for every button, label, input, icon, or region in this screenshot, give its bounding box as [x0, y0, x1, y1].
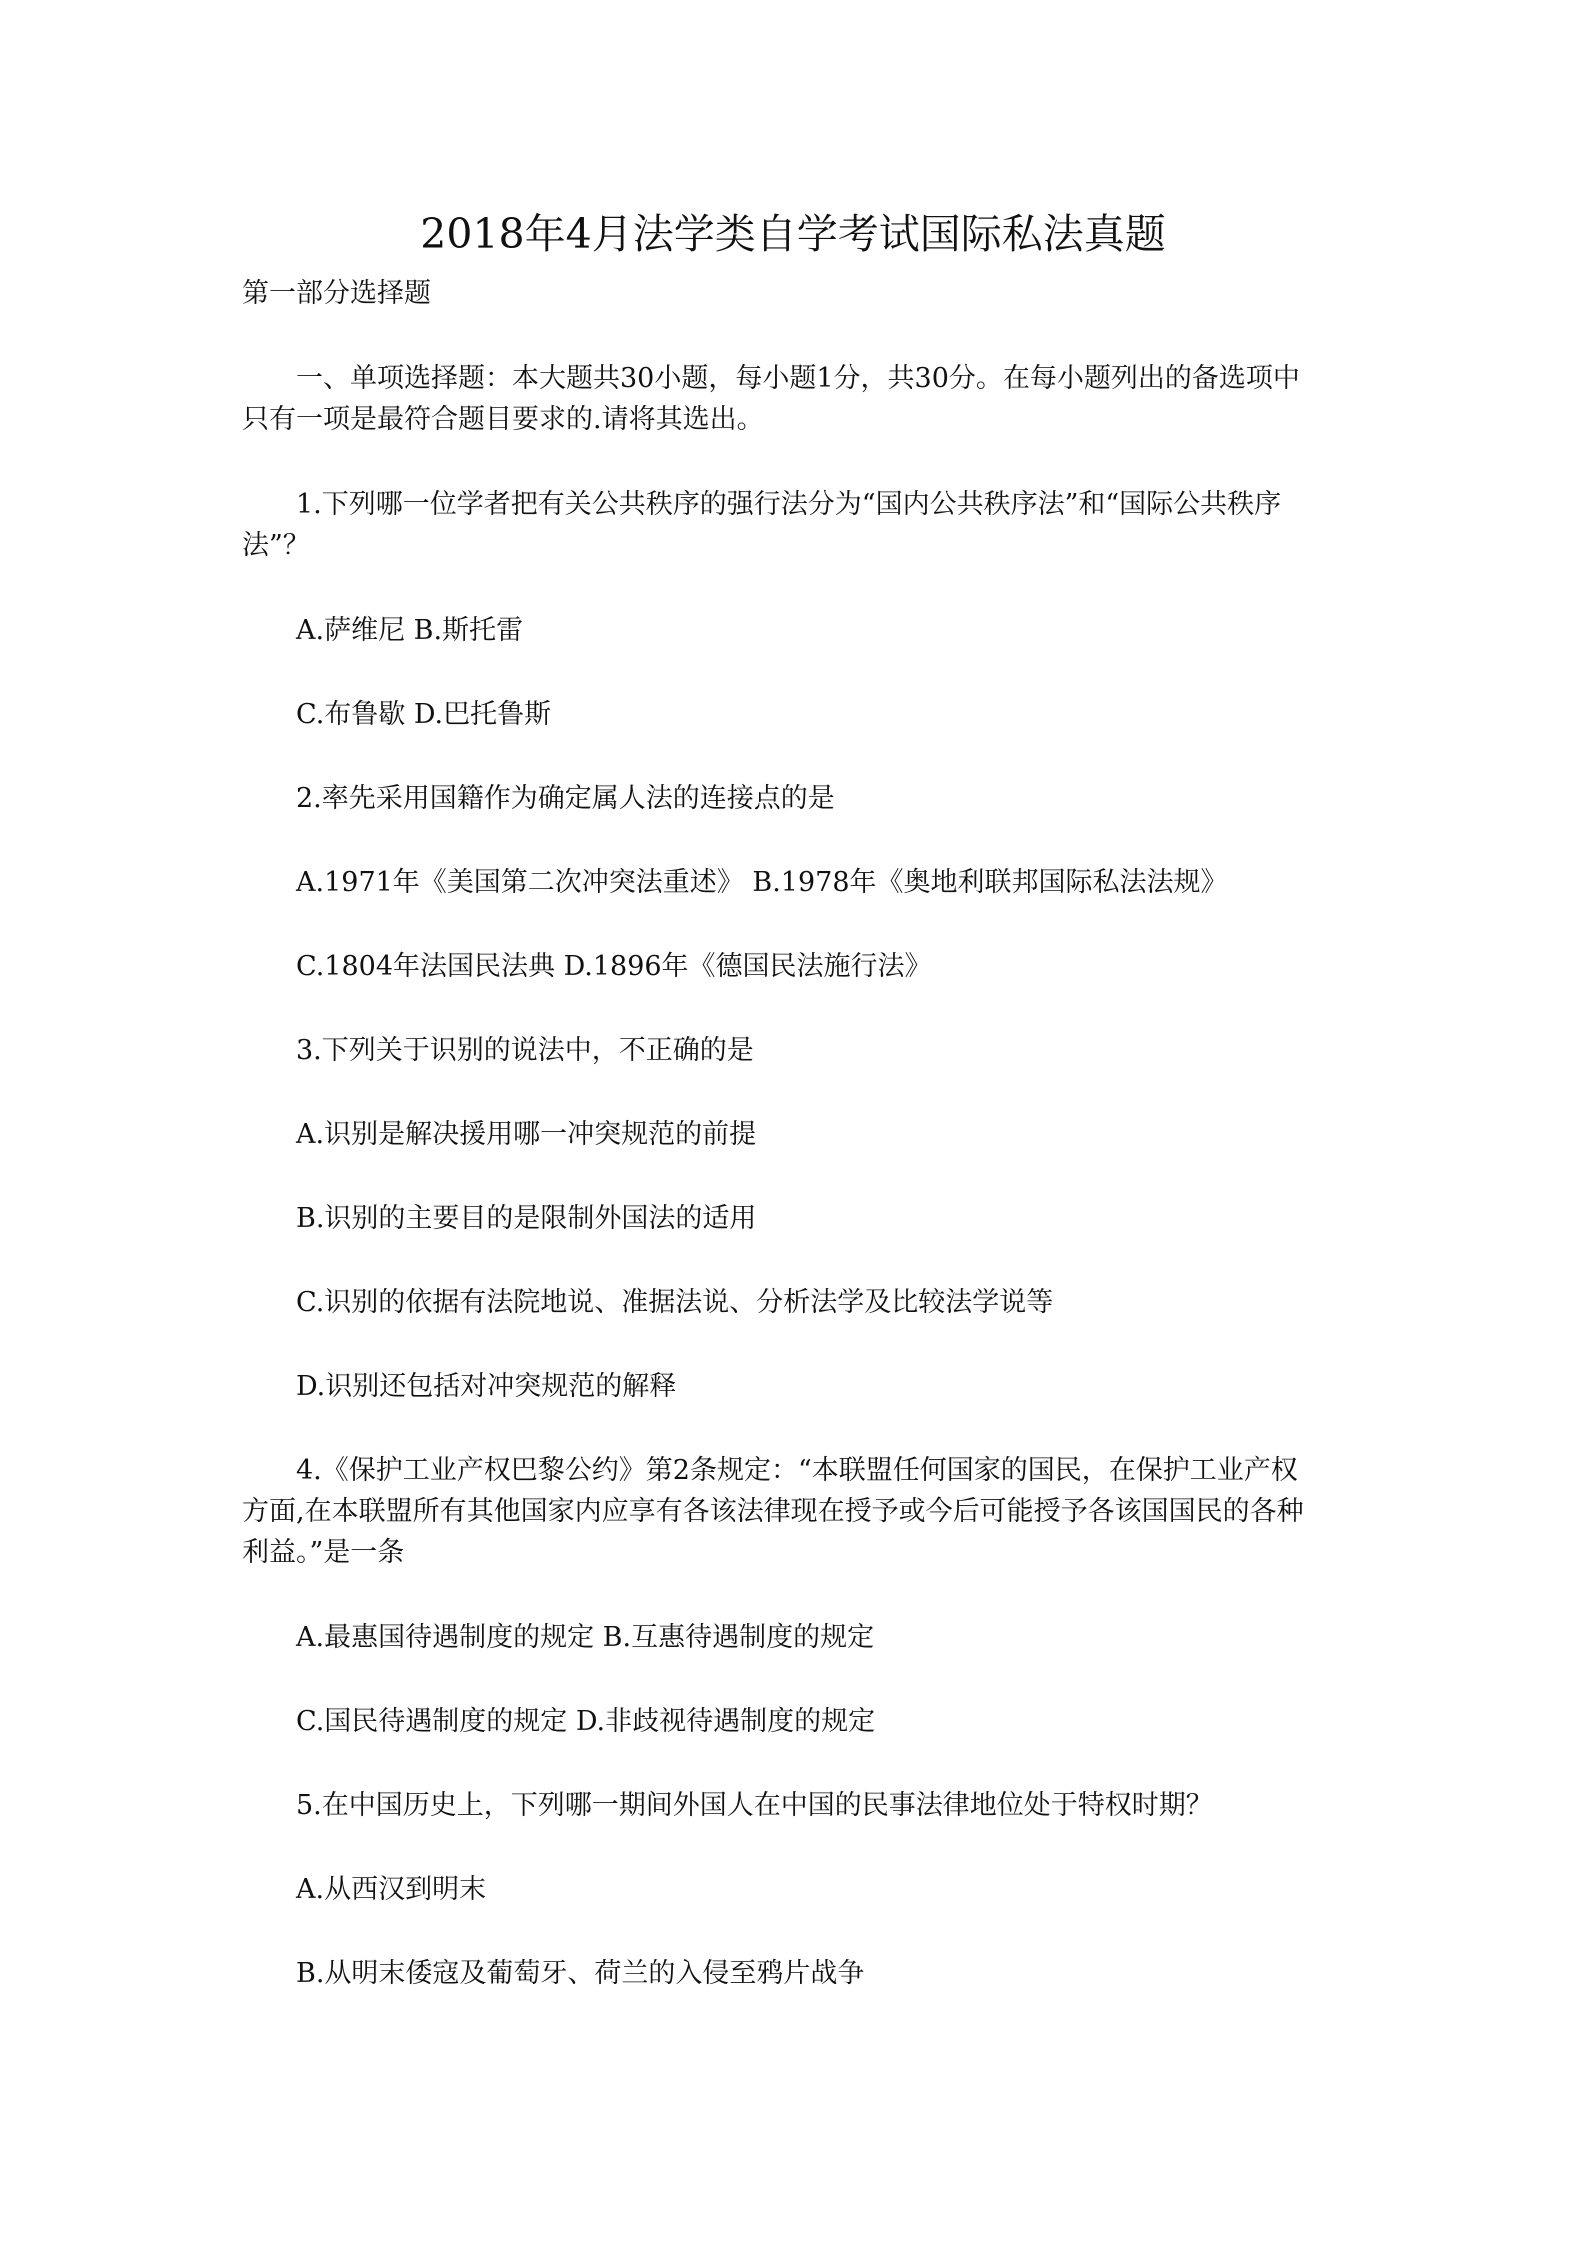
question-4-options-cd: C.国民待遇制度的规定 D.非歧视待遇制度的规定 [296, 1706, 876, 1737]
question-1-options-ab: A.萨维尼 B.斯托雷 [296, 615, 524, 646]
question-3-stem: 3.下列关于识别的说法中，不正确的是 [296, 1035, 754, 1066]
question-5-stem: 5.在中国历史上，下列哪一期间外国人在中国的民事法律地位处于特权时期？ [296, 1790, 1213, 1821]
question-3-option-a: A.识别是解决援用哪一冲突规范的前提 [296, 1119, 757, 1150]
section-intro-line-1: 一、单项选择题：本大题共30小题，每小题1分，共30分。在每小题列出的备选项中 [296, 363, 1300, 394]
question-1-stem-cont: 法”？ [242, 530, 310, 561]
question-3-option-d: D.识别还包括对冲突规范的解释 [296, 1371, 677, 1402]
question-3-option-c: C.识别的依据有法院地说、准据法说、分析法学及比较法学说等 [296, 1287, 1054, 1318]
question-2-options-cd: C.1804年法国民法典 D.1896年《德国民法施行法》 [296, 951, 932, 982]
question-5-option-a: A.从西汉到明末 [296, 1874, 487, 1905]
question-4-stem: 4.《保护工业产权巴黎公约》第2条规定：“本联盟任何国家的国民，在保护工业产权 [296, 1455, 1298, 1486]
question-5-option-b: B.从明末倭寇及葡萄牙、荷兰的入侵至鸦片战争 [296, 1958, 865, 1989]
part-heading: 第一部分选择题 [242, 278, 431, 309]
question-4-stem-cont-2: 利益。”是一条 [242, 1537, 405, 1568]
document-title: 2018年4月法学类自学考试国际私法真题 [420, 210, 1166, 258]
question-1-options-cd: C.布鲁歇 D.巴托鲁斯 [296, 699, 552, 730]
question-2-options-ab: A.1971年《美国第二次冲突法重述》 B.1978年《奥地利联邦国际私法法规》 [296, 867, 1228, 898]
question-3-option-b: B.识别的主要目的是限制外国法的适用 [296, 1203, 757, 1234]
question-1-stem: 1.下列哪一位学者把有关公共秩序的强行法分为“国内公共秩序法”和“国际公共秩序 [296, 489, 1282, 520]
section-intro-line-2: 只有一项是最符合题目要求的.请将其选出。 [242, 404, 764, 435]
question-4-stem-cont-1: 方面,在本联盟所有其他国家内应享有各该法律现在授予或今后可能授予各该国国民的各种 [242, 1496, 1304, 1527]
question-4-options-ab: A.最惠国待遇制度的规定 B.互惠待遇制度的规定 [296, 1622, 875, 1653]
question-2-stem: 2.率先采用国籍作为确定属人法的连接点的是 [296, 783, 835, 814]
